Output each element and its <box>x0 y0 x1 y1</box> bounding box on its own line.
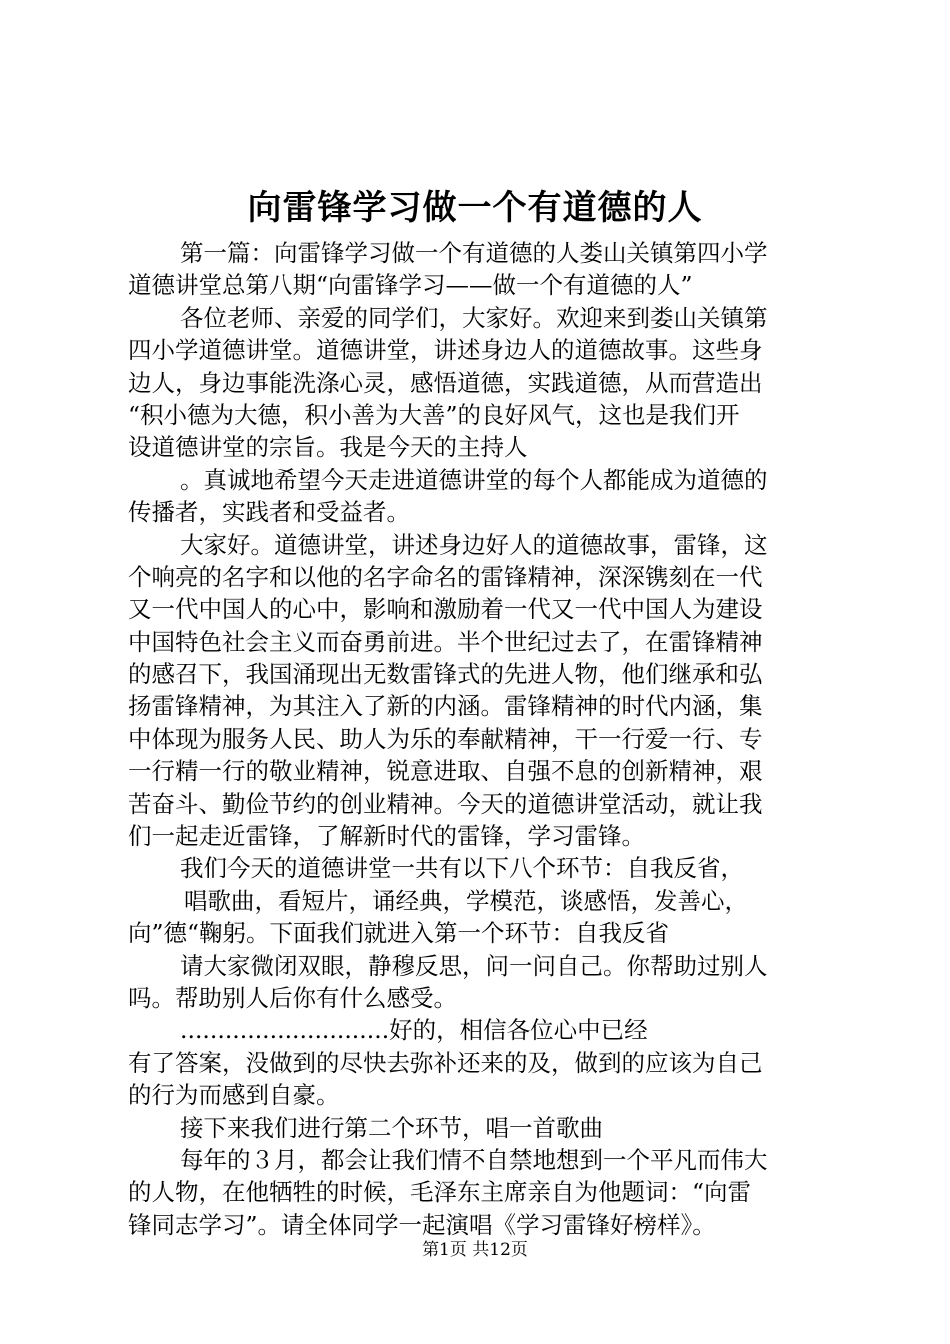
text-line: 我们今天的道德讲堂一共有以下八个环节：自我反省， <box>180 854 744 883</box>
text-line: 扬雷锋精神，为其注入了新的内涵。雷锋精神的时代内涵，集 <box>128 692 763 721</box>
text-line: 边人，身边事能洗涤心灵，感悟道德，实践道德，从而营造出 <box>128 368 763 397</box>
document-body <box>128 237 828 1241</box>
text-line: 苦奋斗、勤俭节约的创业精神。今天的道德讲堂活动，就让我 <box>128 789 763 818</box>
text-line: 。真诚地希望今天走进道德讲堂的每个人都能成为道德的 <box>180 465 768 494</box>
text-line: 的人物，在他牺牲的时候，毛泽东主席亲自为他题词：“向雷 <box>128 1178 752 1207</box>
text-line: 又一代中国人的心中，影响和激励着一代又一代中国人为建设 <box>128 595 763 624</box>
text-line: 一行精一行的敬业精神，锐意进取、自强不息的创新精神，艰 <box>128 757 763 786</box>
text-line: 锋同志学习”。请全体同学一起演唱《学习雷锋好榜样》。 <box>128 1210 716 1239</box>
text-line: 们一起走近雷锋，了解新时代的雷锋，学习雷锋。 <box>128 822 645 851</box>
text-line: 每年的３月，都会让我们情不自禁地想到一个平凡而伟大 <box>180 1145 768 1174</box>
text-line: 请大家微闭双眼，静穆反思，问一问自己。你帮助过别人 <box>180 951 768 980</box>
text-line: 的行为而感到自豪。 <box>128 1081 340 1110</box>
text-line: 四小学道德讲堂。道德讲堂，讲述身边人的道德故事。这些身 <box>128 336 763 365</box>
text-line: 传播者，实践者和受益者。 <box>128 498 410 527</box>
text-line: ............................好的，相信各位心中已经 <box>180 1016 648 1045</box>
text-line: 个响亮的名字和以他的名字命名的雷锋精神，深深镌刻在一代 <box>128 562 763 591</box>
text-line: 道德讲堂总第八期“向雷锋学习——做一个有道德的人” <box>128 271 693 300</box>
text-line: 吗。帮助别人后你有什么感受。 <box>128 983 457 1012</box>
text-line: 大家好。道德讲堂，讲述身边好人的道德故事，雷锋，这 <box>180 530 768 559</box>
page-footer: 第1页 共12页 <box>422 1240 528 1260</box>
text-line: 向”德“鞠躬。下面我们就进入第一个环节：自我反省 <box>128 919 670 948</box>
text-line: 设道德讲堂的宗旨。我是今天的主持人 <box>128 433 528 462</box>
text-line: 中体现为服务人民、助人为乐的奉献精神，干一行爱一行、专 <box>128 724 763 753</box>
text-line: 第一篇：向雷锋学习做一个有道德的人娄山关镇第四小学 <box>180 239 768 267</box>
text-line: 有了答案，没做到的尽快去弥补还来的及，做到的应该为自己 <box>128 1048 763 1077</box>
text-line: 唱歌曲，看短片，诵经典，学模范，谈感悟，发善心， <box>184 886 748 915</box>
text-line: 接下来我们进行第二个环节，唱一首歌曲 <box>180 1113 603 1142</box>
document-title: 向雷锋学习做一个有道德的人 <box>247 188 703 228</box>
text-line: 中国特色社会主义而奋勇前进。半个世纪过去了，在雷锋精神 <box>128 627 763 656</box>
text-line: “积小德为大德，积小善为大善”的良好风气，这也是我们开 <box>128 400 740 429</box>
text-line: 的感召下，我国涌现出无数雷锋式的先进人物，他们继承和弘 <box>128 660 763 689</box>
text-line: 各位老师、亲爱的同学们，大家好。欢迎来到娄山关镇第 <box>180 303 768 332</box>
